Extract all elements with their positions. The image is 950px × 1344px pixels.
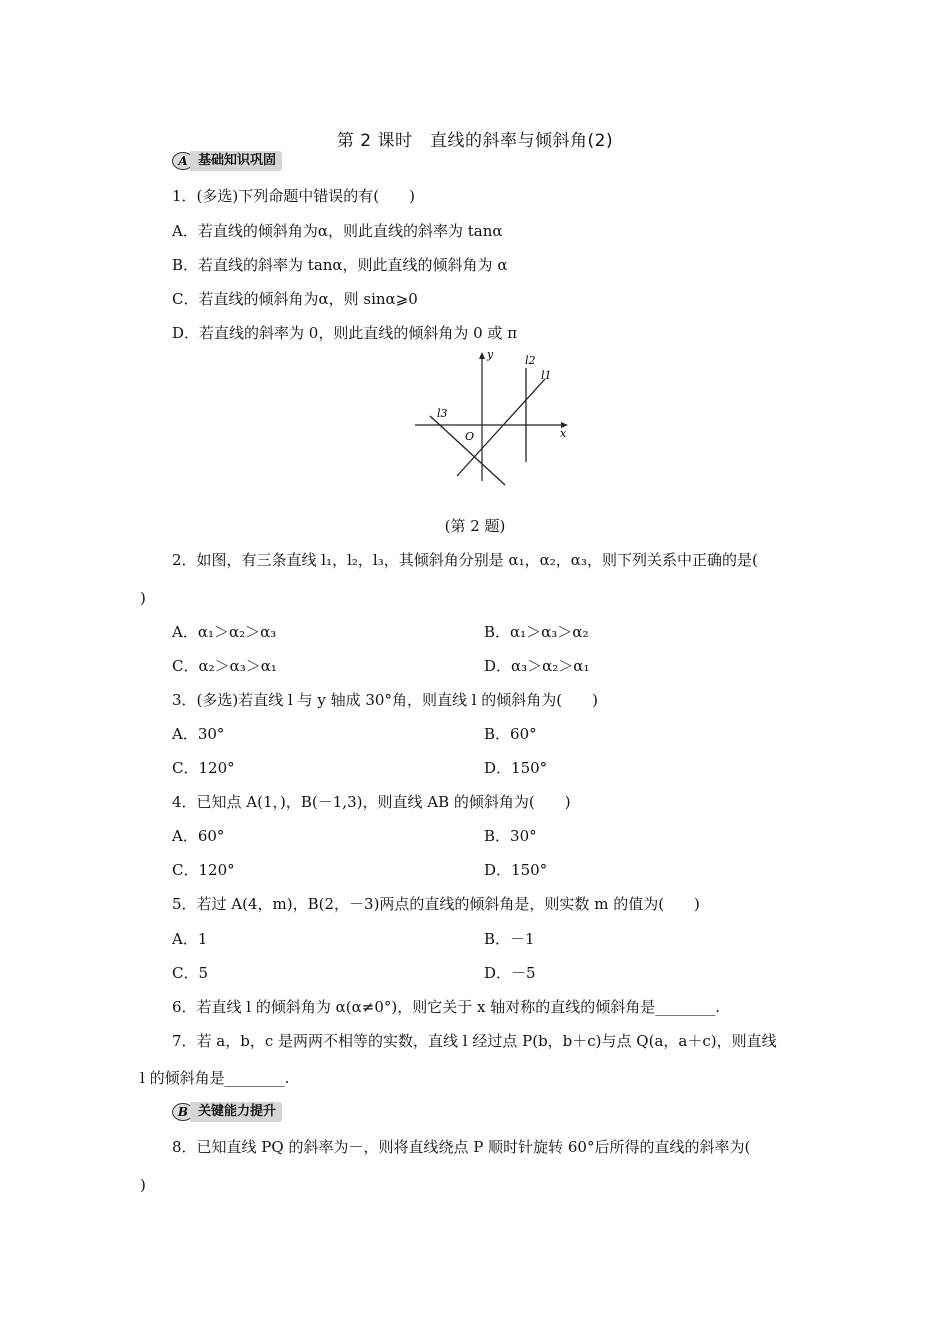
q1-option-c: C．若直线的倾斜角为α，则 sinα⩾0 [172,290,418,308]
q2-option-d: D．α₃＞α₂＞α₁ [484,657,590,675]
section-badge-basic [172,150,282,172]
l3-label: l3 [437,407,448,420]
q3-option-c: C．120° [172,759,235,777]
q3-option-b: B．60° [484,725,537,743]
line-l1 [457,379,545,476]
q2-figure [410,346,580,491]
y-label: y [487,348,494,361]
q5-option-c: C．5 [172,964,209,982]
q4-option-b: B．30° [484,827,537,845]
q2-option-c: C．α₂＞α₃＞α₁ [172,657,277,675]
q8-stem-cont: ) [140,1176,146,1194]
q2-option-b: B．α₁＞α₃＞α₂ [484,623,589,641]
l2-label: l2 [525,354,536,367]
section-label: 基础知识巩固 [190,151,282,171]
q3-stem: 3．(多选)若直线 l 与 y 轴成 30°角，则直线 l 的倾斜角为( ) [172,691,598,709]
q3-option-d: D．150° [484,759,548,777]
q4-option-a: A．60° [172,827,225,845]
q5-stem: 5．若过 A(4，m)，B(2，－3)两点的直线的倾斜角是，则实数 m 的值为( ) [172,895,700,913]
q7-stem-cont: l 的倾斜角是________. [140,1069,290,1087]
q2-stem-cont: ) [140,589,146,607]
page-title: 第 2 课时 直线的斜率与倾斜角(2) [336,131,614,151]
q5-option-a: A．1 [172,930,208,948]
q8-stem: 8．已知直线 PQ 的斜率为－，则将直线绕点 P 顺时针旋转 60°后所得的直线的斜率为( [172,1138,751,1156]
q3-option-a: A．30° [172,725,225,743]
q5-option-b: B．－1 [484,930,535,948]
section-badge-advanced [172,1101,282,1123]
section-label: 关键能力提升 [190,1102,282,1122]
y-axis-arrow [479,352,485,359]
q2-stem: 2．如图，有三条直线 l₁，l₂，l₃，其倾斜角分别是 α₁，α₂，α₃，则下列关系中正确的是( [172,551,758,569]
x-label: x [560,427,567,440]
section-letter-icon: B [172,1103,194,1121]
figure-caption: (第 2 题) [444,517,506,535]
q4-option-c: C．120° [172,861,235,879]
q1-option-b: B．若直线的斜率为 tanα，则此直线的倾斜角为 α [172,256,508,274]
origin-label: O [465,430,475,443]
q1-stem: 1．(多选)下列命题中错误的有( ) [172,187,415,205]
q2-option-a: A．α₁＞α₂＞α₃ [172,623,277,641]
section-letter-icon: A [172,152,194,170]
q7-stem: 7．若 a，b，c 是两两不相等的实数，直线 l 经过点 P(b，b＋c)与点 Q(a，a＋c)，则直线 [172,1032,777,1050]
q5-option-d: D．－5 [484,964,536,982]
line-l3 [430,416,505,485]
q1-option-a: A．若直线的倾斜角为α，则此直线的斜率为 tanα [172,222,503,240]
q1-option-d: D．若直线的斜率为 0，则此直线的倾斜角为 0 或 π [172,324,518,342]
q4-option-d: D．150° [484,861,548,879]
l1-label: l1 [541,369,552,382]
q4-stem: 4．已知点 A(1，)，B(－1,3)，则直线 AB 的倾斜角为( ) [172,793,571,811]
q6-stem: 6．若直线 l 的倾斜角为 α(α≠0°)，则它关于 x 轴对称的直线的倾斜角是________. [172,998,720,1016]
